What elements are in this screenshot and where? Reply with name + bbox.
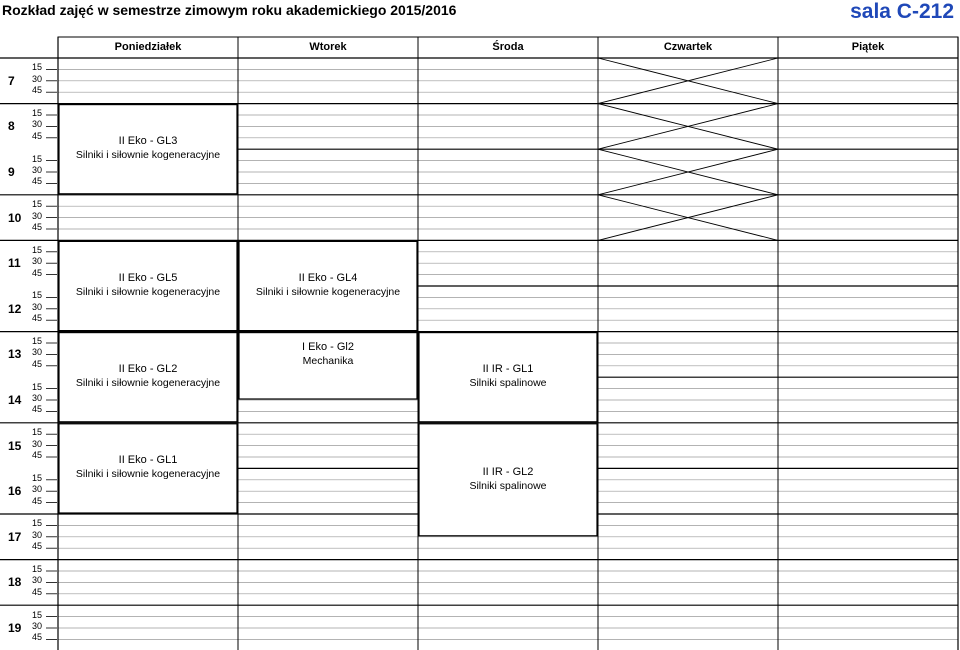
hour-label: 11 xyxy=(8,256,21,271)
class-title: I Eko - Gl2 xyxy=(302,340,354,353)
class-entry[interactable] xyxy=(59,271,237,299)
minute-label: 30 xyxy=(32,575,43,586)
minute-label: 45 xyxy=(32,130,43,141)
hour-label: 18 xyxy=(8,575,22,590)
room-label: sala C-212 xyxy=(850,0,954,23)
minute-label: 45 xyxy=(32,358,43,369)
class-subject: Silniki spalinowe xyxy=(469,377,547,390)
hour-label: 16 xyxy=(8,484,22,499)
minute-label: 45 xyxy=(32,495,43,506)
class-title: II Eko - GL3 xyxy=(118,135,178,148)
minute-label: 15 xyxy=(32,108,43,118)
day-header-1: Wtorek xyxy=(309,41,347,53)
day-header-2: Środa xyxy=(492,41,524,53)
minute-label: 15 xyxy=(32,609,43,620)
minute-label: 30 xyxy=(32,256,43,267)
class-entry[interactable] xyxy=(239,271,417,299)
hour-label: 12 xyxy=(8,301,22,316)
minute-label: 30 xyxy=(32,438,43,449)
day-header-3: Czwartek xyxy=(663,41,713,53)
class-title: II Eko - GL5 xyxy=(118,272,178,284)
minute-label: 45 xyxy=(32,267,43,278)
hour-label: 13 xyxy=(8,347,22,362)
minute-label: 30 xyxy=(32,529,43,540)
minute-label: 15 xyxy=(32,336,43,346)
minute-label: 15 xyxy=(32,564,43,574)
minute-label: 30 xyxy=(32,210,43,221)
hour-label: 15 xyxy=(8,438,22,453)
class-subject: Silniki spalinowe xyxy=(469,479,547,492)
hour-label: 17 xyxy=(8,529,22,544)
minute-label: 15 xyxy=(32,518,43,529)
class-entry[interactable] xyxy=(239,340,417,368)
minute-label: 45 xyxy=(32,450,43,460)
class-subject: Silniki i siłownie kogeneracyjne xyxy=(75,377,221,390)
minute-label: 30 xyxy=(32,73,43,84)
class-entry[interactable] xyxy=(59,134,237,162)
minute-label: 15 xyxy=(32,381,43,392)
minute-label: 15 xyxy=(32,427,43,438)
class-entry[interactable] xyxy=(59,453,237,481)
page-title: Rozkład zajęć w semestrze zimowym roku akademickiego 2015/2016 xyxy=(2,2,457,18)
minute-label: 30 xyxy=(32,119,43,130)
class-title: II Eko - GL2 xyxy=(118,363,178,376)
minute-label: 15 xyxy=(32,472,43,483)
minute-label: 30 xyxy=(32,621,43,631)
minute-label: 45 xyxy=(32,176,43,187)
minute-label: 30 xyxy=(32,301,43,312)
minute-label: 30 xyxy=(32,347,43,358)
class-entry[interactable] xyxy=(419,465,597,493)
hour-label: 10 xyxy=(8,210,22,225)
minute-label: 15 xyxy=(32,244,43,255)
day-header-4: Piątek xyxy=(851,41,885,53)
class-title: II IR - GL1 xyxy=(482,363,534,376)
hour-label: 7 xyxy=(8,73,15,88)
day-header-0: Poniedziałek xyxy=(114,41,182,53)
class-entry[interactable] xyxy=(419,362,597,390)
minute-label: 45 xyxy=(32,586,43,597)
class-subject: Silniki i siłownie kogeneracyjne xyxy=(75,149,221,162)
minute-label: 45 xyxy=(32,85,43,96)
class-subject: Silniki i siłownie kogeneracyjne xyxy=(255,286,401,298)
minute-label: 30 xyxy=(32,484,43,495)
hour-label: 8 xyxy=(8,119,15,134)
minute-label: 45 xyxy=(32,222,43,232)
minute-label: 45 xyxy=(32,541,43,552)
minute-label: 45 xyxy=(32,313,43,324)
hour-label: 9 xyxy=(8,165,15,179)
minute-label: 45 xyxy=(32,632,43,643)
hour-label: 19 xyxy=(8,621,22,635)
class-subject: Mechanika xyxy=(302,354,354,367)
minute-label: 15 xyxy=(32,290,43,301)
minute-label: 15 xyxy=(32,62,43,73)
class-subject: Silniki i siłownie kogeneracyjne xyxy=(75,286,221,298)
class-entry[interactable] xyxy=(59,362,237,390)
minute-label: 30 xyxy=(32,393,43,403)
minute-label: 15 xyxy=(32,199,43,210)
class-title: II Eko - GL1 xyxy=(118,454,178,467)
minute-label: 15 xyxy=(32,153,43,164)
hour-label: 14 xyxy=(8,393,22,407)
class-title: II IR - GL2 xyxy=(482,465,534,478)
minute-label: 30 xyxy=(32,165,43,175)
class-title: II Eko - GL4 xyxy=(298,272,358,284)
minute-label: 45 xyxy=(32,404,43,415)
class-subject: Silniki i siłownie kogeneracyjne xyxy=(75,468,221,481)
